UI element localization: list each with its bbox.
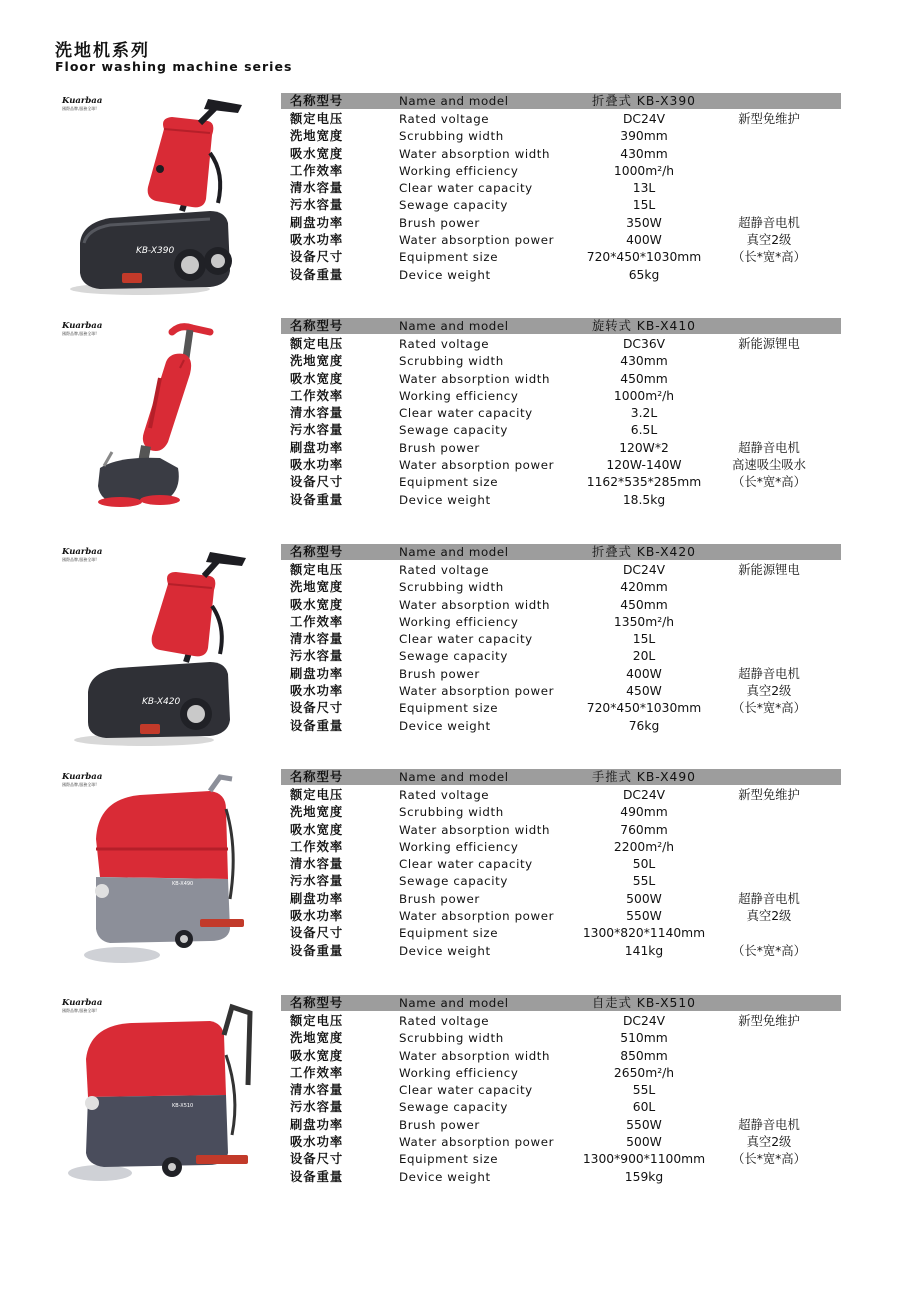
model-name: 折叠式 KB-X420 [591, 545, 697, 559]
spec-label-en: Working efficiency [399, 163, 519, 178]
spec-label-cn: 刷盘功率 [290, 891, 344, 906]
spec-label-cn: 名称型号 [290, 94, 344, 108]
spec-value: 400W [626, 233, 662, 248]
spec-label-cn: 刷盘功率 [290, 1117, 344, 1132]
spec-note: （长*宽*高） [732, 943, 806, 958]
spec-row [281, 804, 841, 821]
spec-note: 高速吸尘吸水 [732, 458, 806, 473]
spec-row [281, 180, 841, 197]
spec-label-cn: 吸水功率 [290, 1135, 344, 1150]
spec-row [281, 908, 841, 925]
spec-label-en: Water absorption width [399, 822, 551, 837]
spec-label-en: Name and model [399, 94, 509, 108]
spec-note: 新型免维护 [738, 112, 800, 126]
spec-value: 1350m²/h [613, 614, 675, 629]
page-title: 洗地机系列 [55, 41, 150, 61]
spec-label-cn: 洗地宽度 [290, 580, 344, 595]
spec-value: DC24V [622, 1014, 666, 1028]
spec-label-en: Equipment size [399, 1152, 499, 1167]
spec-label-cn: 污水容量 [290, 649, 344, 664]
spec-value: 1300*820*1140mm [582, 926, 706, 941]
spec-value: 3.2L [630, 406, 658, 421]
spec-note: 新型免维护 [738, 788, 800, 802]
spec-header-row [281, 318, 841, 334]
spec-label-cn: 污水容量 [290, 198, 344, 213]
spec-row [281, 405, 841, 422]
product-section [0, 544, 914, 754]
spec-label-cn: 吸水宽度 [290, 146, 344, 161]
spec-value: 120W-140W [606, 458, 682, 473]
floor-scrubber-image [60, 93, 260, 298]
spec-value: 390mm [620, 129, 668, 144]
spec-note: （长*宽*高） [732, 475, 806, 490]
spec-label-en: Name and model [399, 996, 509, 1010]
floor-scrubber-image [60, 995, 260, 1200]
spec-value: 1162*535*285mm [586, 475, 702, 490]
spec-value: 55L [632, 1083, 656, 1098]
spec-table [281, 995, 841, 1186]
spec-row [281, 1169, 841, 1186]
spec-label-cn: 额定电压 [290, 788, 344, 802]
spec-label-cn: 吸水宽度 [290, 1048, 344, 1063]
svg-text:KB-X390: KB-X390 [136, 246, 175, 256]
spec-note: （长*宽*高） [732, 701, 806, 716]
spec-row [281, 822, 841, 839]
spec-label-en: Scrubbing width [399, 354, 504, 369]
spec-row [281, 1030, 841, 1047]
spec-row [281, 873, 841, 890]
spec-value: 430mm [620, 354, 668, 369]
spec-value: 430mm [620, 146, 668, 161]
spec-label-cn: 名称型号 [290, 319, 344, 333]
spec-label-en: Equipment size [399, 475, 499, 490]
spec-label-en: Device weight [399, 267, 491, 282]
model-name: 折叠式 KB-X390 [591, 94, 697, 108]
spec-row [281, 1082, 841, 1099]
spec-row [281, 371, 841, 388]
spec-row [281, 1134, 841, 1151]
spec-row [281, 943, 841, 960]
spec-row [281, 787, 841, 804]
spec-value: 15L [632, 632, 656, 647]
spec-row [281, 925, 841, 942]
spec-label-en: Water absorption width [399, 1048, 551, 1063]
spec-label-en: Water absorption power [399, 684, 555, 699]
spec-table [281, 318, 841, 509]
spec-label-en: Equipment size [399, 250, 499, 265]
spec-value: 720*450*1030mm [586, 250, 702, 265]
spec-label-en: Working efficiency [399, 1065, 519, 1080]
spec-value: 2650m²/h [613, 1065, 675, 1080]
spec-value: 159kg [624, 1169, 664, 1184]
spec-label-cn: 污水容量 [290, 874, 344, 889]
spec-row [281, 128, 841, 145]
spec-note: 真空2级 [746, 1135, 792, 1150]
spec-note: 超静音电机 [738, 1117, 800, 1132]
spec-label-cn: 设备重量 [290, 267, 344, 282]
spec-value: 550W [626, 909, 662, 924]
spec-label-en: Brush power [399, 1117, 480, 1132]
spec-value: 18.5kg [622, 492, 666, 507]
spec-label-cn: 吸水宽度 [290, 822, 344, 837]
spec-row [281, 422, 841, 439]
spec-label-cn: 额定电压 [290, 112, 344, 126]
spec-value: 76kg [628, 718, 660, 733]
spec-label-en: Clear water capacity [399, 1083, 533, 1098]
spec-label-cn: 污水容量 [290, 423, 344, 438]
spec-label-en: Device weight [399, 1169, 491, 1184]
spec-label-cn: 刷盘功率 [290, 440, 344, 455]
spec-label-cn: 额定电压 [290, 1014, 344, 1028]
spec-row [281, 111, 841, 128]
spec-row [281, 1065, 841, 1082]
spec-row [281, 1048, 841, 1065]
spec-row [281, 146, 841, 163]
spec-note: 真空2级 [746, 909, 792, 924]
spec-label-cn: 工作效率 [290, 388, 344, 403]
spec-label-en: Water absorption power [399, 1135, 555, 1150]
spec-row [281, 614, 841, 631]
spec-row [281, 440, 841, 457]
spec-label-en: Device weight [399, 718, 491, 733]
spec-value: 450mm [620, 597, 668, 612]
spec-label-en: Name and model [399, 770, 509, 784]
spec-note: 超静音电机 [738, 215, 800, 230]
spec-label-en: Water absorption power [399, 458, 555, 473]
spec-value: 760mm [620, 822, 668, 837]
spec-label-en: Equipment size [399, 701, 499, 716]
spec-label-cn: 设备尺寸 [290, 475, 344, 490]
spec-label-cn: 设备尺寸 [290, 1152, 344, 1167]
spec-value: 550W [626, 1117, 662, 1132]
spec-table [281, 544, 841, 735]
model-name: 自走式 KB-X510 [591, 996, 697, 1010]
brand-name: Kuarbaa [62, 96, 103, 106]
spec-label-cn: 设备重量 [290, 718, 344, 733]
spec-value: 15L [632, 198, 656, 213]
spec-value: DC24V [622, 788, 666, 802]
spec-label-en: Brush power [399, 215, 480, 230]
spec-row [281, 1151, 841, 1168]
spec-label-cn: 刷盘功率 [290, 666, 344, 681]
spec-label-en: Brush power [399, 891, 480, 906]
spec-note: 真空2级 [746, 684, 792, 699]
spec-label-cn: 刷盘功率 [290, 215, 344, 230]
spec-header-row [281, 544, 841, 560]
spec-label-cn: 设备重量 [290, 492, 344, 507]
spec-value: 55L [632, 874, 656, 889]
spec-label-en: Device weight [399, 492, 491, 507]
spec-label-en: Rated voltage [399, 337, 490, 351]
spec-value: 50L [632, 857, 656, 872]
spec-header-row [281, 769, 841, 785]
spec-value: 350W [626, 215, 662, 230]
spec-label-cn: 洗地宽度 [290, 805, 344, 820]
spec-value: 720*450*1030mm [586, 701, 702, 716]
model-name: 旋转式 KB-X410 [591, 319, 697, 333]
spec-note: 新型免维护 [738, 1014, 800, 1028]
spec-value: DC24V [622, 563, 666, 577]
spec-row [281, 492, 841, 509]
spec-value: 420mm [620, 580, 668, 595]
spec-table [281, 93, 841, 284]
spec-table [281, 769, 841, 960]
brand-name: Kuarbaa [62, 321, 103, 331]
spec-label-en: Clear water capacity [399, 406, 533, 421]
spec-row [281, 474, 841, 491]
spec-value: 500W [626, 891, 662, 906]
svg-text:KB-X490: KB-X490 [172, 881, 194, 887]
spec-note: 超静音电机 [738, 891, 800, 906]
spec-label-cn: 吸水功率 [290, 909, 344, 924]
spec-label-cn: 清水容量 [290, 632, 344, 647]
product-section [0, 769, 914, 979]
spec-row [281, 336, 841, 353]
spec-label-cn: 吸水功率 [290, 233, 344, 248]
spec-row [281, 562, 841, 579]
spec-row [281, 232, 841, 249]
spec-label-cn: 清水容量 [290, 181, 344, 196]
spec-note: 超静音电机 [738, 440, 800, 455]
spec-label-en: Sewage capacity [399, 1100, 508, 1115]
spec-value: 141kg [624, 943, 664, 958]
spec-row [281, 353, 841, 370]
spec-note: 超静音电机 [738, 666, 800, 681]
spec-value: 450W [626, 684, 662, 699]
spec-row [281, 718, 841, 735]
spec-label-cn: 工作效率 [290, 839, 344, 854]
spec-label-en: Equipment size [399, 926, 499, 941]
brand-tagline: 國際品牌,服務全球! [62, 331, 97, 336]
product-section [0, 995, 914, 1205]
spec-row [281, 163, 841, 180]
spec-label-en: Rated voltage [399, 788, 490, 802]
spec-label-en: Clear water capacity [399, 857, 533, 872]
spec-label-en: Clear water capacity [399, 181, 533, 196]
spec-label-en: Brush power [399, 440, 480, 455]
spec-label-en: Water absorption width [399, 597, 551, 612]
spec-row [281, 457, 841, 474]
spec-row [281, 249, 841, 266]
brand-tagline: 國際品牌,服務全球! [62, 106, 97, 111]
spec-label-cn: 洗地宽度 [290, 354, 344, 369]
spec-label-en: Working efficiency [399, 614, 519, 629]
floor-scrubber-image [60, 544, 260, 749]
spec-note: 新能源锂电 [738, 563, 800, 577]
spec-label-en: Water absorption width [399, 146, 551, 161]
spec-value: 450mm [620, 371, 668, 386]
spec-label-cn: 吸水功率 [290, 684, 344, 699]
spec-header-row [281, 93, 841, 109]
spec-label-en: Rated voltage [399, 1014, 490, 1028]
spec-row [281, 215, 841, 232]
spec-note: （长*宽*高） [732, 250, 806, 265]
brand-name: Kuarbaa [62, 547, 103, 557]
spec-label-en: Scrubbing width [399, 1031, 504, 1046]
brand-tagline: 國際品牌,服務全球! [62, 557, 97, 562]
spec-value: DC36V [622, 337, 666, 351]
spec-value: 60L [632, 1100, 656, 1115]
spec-value: 120W*2 [619, 440, 669, 455]
spec-row [281, 839, 841, 856]
spec-label-en: Scrubbing width [399, 805, 504, 820]
spec-row [281, 388, 841, 405]
spec-label-en: Sewage capacity [399, 198, 508, 213]
spec-label-cn: 工作效率 [290, 614, 344, 629]
spec-row [281, 683, 841, 700]
spec-label-en: Water absorption power [399, 233, 555, 248]
spec-label-cn: 名称型号 [290, 996, 344, 1010]
spec-value: 490mm [620, 805, 668, 820]
product-section [0, 93, 914, 303]
spec-value: 1000m²/h [613, 388, 675, 403]
spec-label-en: Water absorption power [399, 909, 555, 924]
spec-value: 400W [626, 666, 662, 681]
spec-row [281, 267, 841, 284]
spec-label-cn: 吸水功率 [290, 458, 344, 473]
spec-label-cn: 污水容量 [290, 1100, 344, 1115]
model-name: 手推式 KB-X490 [591, 770, 697, 784]
spec-label-cn: 吸水宽度 [290, 371, 344, 386]
spec-note: （长*宽*高） [732, 1152, 806, 1167]
floor-scrubber-image [60, 769, 260, 974]
spec-row [281, 891, 841, 908]
spec-label-cn: 设备尺寸 [290, 926, 344, 941]
spec-value: 2200m²/h [613, 839, 675, 854]
spec-value: 20L [632, 649, 656, 664]
spec-label-cn: 洗地宽度 [290, 1031, 344, 1046]
spec-row [281, 1013, 841, 1030]
spec-header-row [281, 995, 841, 1011]
spec-label-en: Sewage capacity [399, 649, 508, 664]
spec-label-cn: 名称型号 [290, 770, 344, 784]
spec-label-en: Sewage capacity [399, 423, 508, 438]
spec-label-en: Clear water capacity [399, 632, 533, 647]
brand-tagline: 國際品牌,服務全球! [62, 782, 97, 787]
spec-note: 真空2级 [746, 233, 792, 248]
svg-text:KB-X420: KB-X420 [142, 697, 181, 707]
spec-label-en: Scrubbing width [399, 129, 504, 144]
spec-row [281, 648, 841, 665]
spec-value: 1300*900*1100mm [582, 1152, 706, 1167]
spec-row [281, 666, 841, 683]
spec-value: 510mm [620, 1031, 668, 1046]
brand-name: Kuarbaa [62, 998, 103, 1008]
spec-label-en: Device weight [399, 943, 491, 958]
spec-value: 1000m²/h [613, 163, 675, 178]
spec-label-en: Working efficiency [399, 388, 519, 403]
spec-label-en: Brush power [399, 666, 480, 681]
spec-label-cn: 名称型号 [290, 545, 344, 559]
page-subtitle: Floor washing machine series [55, 59, 293, 74]
spec-value: 500W [626, 1135, 662, 1150]
spec-label-en: Rated voltage [399, 563, 490, 577]
spec-row [281, 1117, 841, 1134]
spec-label-cn: 洗地宽度 [290, 129, 344, 144]
spec-label-cn: 清水容量 [290, 406, 344, 421]
spec-label-en: Name and model [399, 319, 509, 333]
spec-value: 6.5L [630, 423, 658, 438]
spec-label-cn: 清水容量 [290, 857, 344, 872]
spec-row [281, 700, 841, 717]
brand-name: Kuarbaa [62, 772, 103, 782]
spec-row [281, 579, 841, 596]
spec-row [281, 856, 841, 873]
spec-label-cn: 工作效率 [290, 1065, 344, 1080]
spec-value: DC24V [622, 112, 666, 126]
spec-value: 65kg [628, 267, 660, 282]
spec-label-cn: 设备尺寸 [290, 701, 344, 716]
spec-label-en: Name and model [399, 545, 509, 559]
spec-label-en: Rated voltage [399, 112, 490, 126]
floor-scrubber-image [60, 318, 260, 523]
spec-row [281, 197, 841, 214]
svg-text:KB-X510: KB-X510 [172, 1103, 194, 1109]
spec-label-cn: 设备重量 [290, 943, 344, 958]
spec-label-cn: 额定电压 [290, 337, 344, 351]
spec-label-cn: 额定电压 [290, 563, 344, 577]
spec-label-en: Working efficiency [399, 839, 519, 854]
spec-row [281, 597, 841, 614]
spec-note: 新能源锂电 [738, 337, 800, 351]
spec-value: 13L [632, 181, 656, 196]
spec-label-cn: 吸水宽度 [290, 597, 344, 612]
spec-value: 850mm [620, 1048, 668, 1063]
spec-label-cn: 工作效率 [290, 163, 344, 178]
spec-label-cn: 清水容量 [290, 1083, 344, 1098]
spec-row [281, 1099, 841, 1116]
spec-row [281, 631, 841, 648]
spec-label-en: Water absorption width [399, 371, 551, 386]
spec-label-en: Scrubbing width [399, 580, 504, 595]
spec-label-cn: 设备尺寸 [290, 250, 344, 265]
spec-label-en: Sewage capacity [399, 874, 508, 889]
product-section [0, 318, 914, 528]
brand-tagline: 國際品牌,服務全球! [62, 1008, 97, 1013]
spec-label-cn: 设备重量 [290, 1169, 344, 1184]
